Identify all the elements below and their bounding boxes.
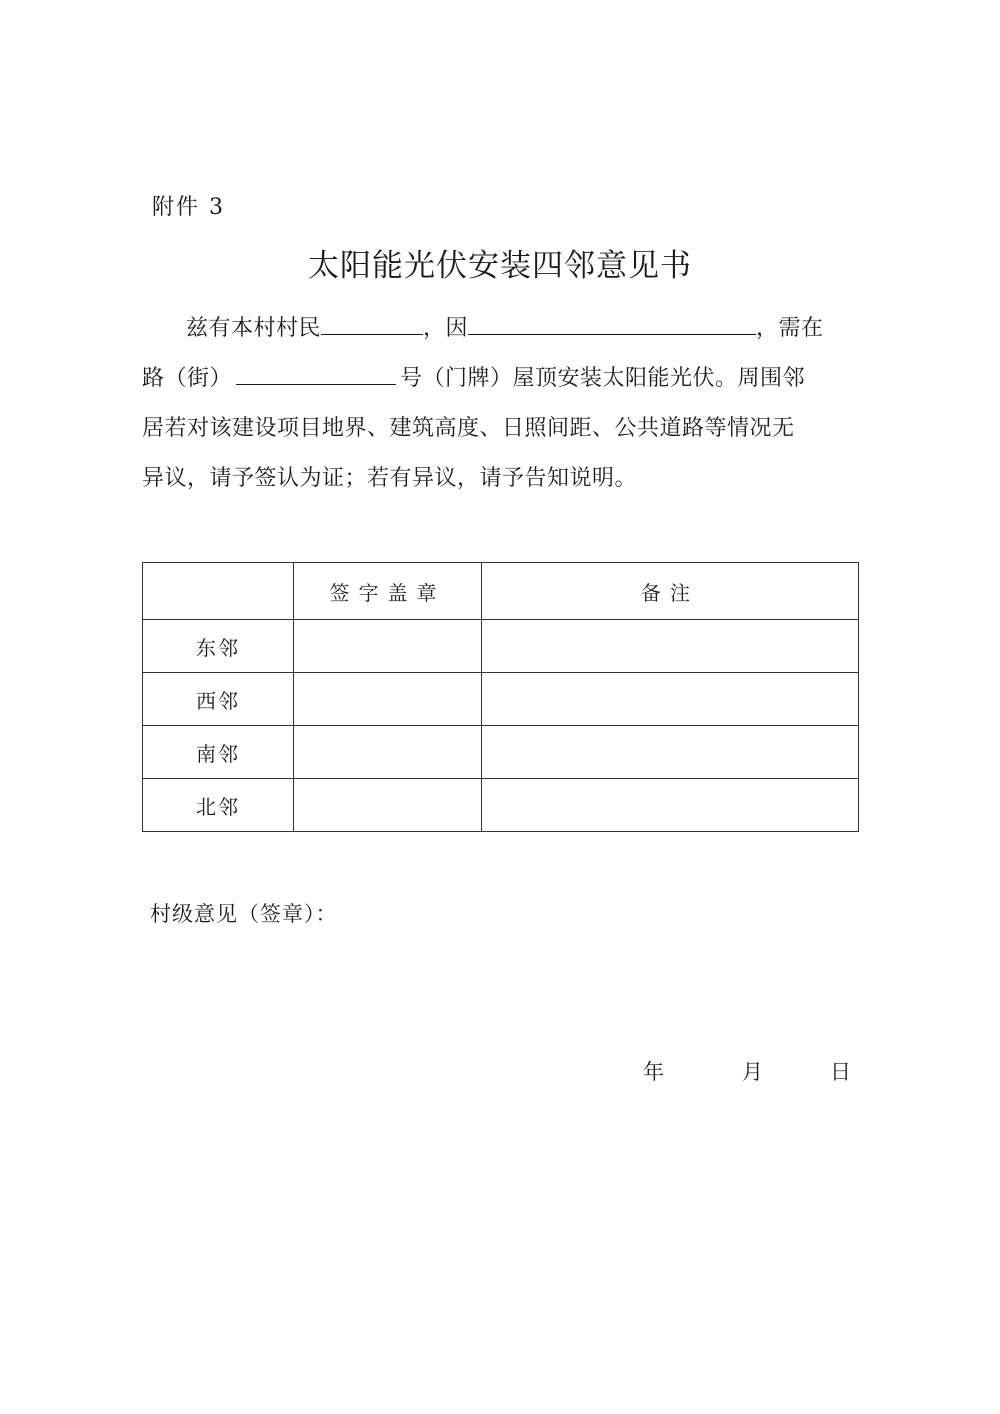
- paragraph-line-2: [142, 354, 857, 404]
- date-year: 年: [643, 1060, 664, 1084]
- table-row: [143, 673, 859, 726]
- village-opinion-label: 村级意见（签章）：: [150, 902, 338, 926]
- signature-cell-east[interactable]: [294, 620, 482, 673]
- signature-cell-north[interactable]: [294, 779, 482, 832]
- header-empty-cell: [143, 563, 294, 620]
- table-row: [143, 779, 859, 832]
- row-label-east: 东邻: [143, 620, 294, 673]
- road-number-blank[interactable]: [236, 354, 396, 385]
- text-resident-prefix: 兹有本村村民: [186, 316, 322, 341]
- signature-cell-south[interactable]: [294, 726, 482, 779]
- remarks-cell-south[interactable]: [482, 726, 859, 779]
- row-label-south: 南邻: [143, 726, 294, 779]
- intro-paragraph: [142, 304, 857, 504]
- resident-name-blank[interactable]: [321, 304, 423, 335]
- header-remarks: 备注: [482, 563, 859, 620]
- document-title: 太阳能光伏安装四邻意见书: [308, 248, 692, 284]
- text-road: 路（街）: [142, 366, 233, 391]
- paragraph-line-1: [142, 304, 857, 354]
- text-need-at: ，需在: [756, 316, 824, 341]
- date-month: 月: [742, 1060, 763, 1084]
- paragraph-line-3: 居若对该建设项目地界、建筑高度、日照间距、公共道路等情况无: [142, 416, 795, 441]
- table-row: [143, 620, 859, 673]
- remarks-cell-north[interactable]: [482, 779, 859, 832]
- text-house-number: 号（门牌）屋顶安装太阳能光伏。周围邻: [400, 366, 806, 391]
- paragraph-line-4: 异议，请予签认为证；若有异议，请予告知说明。: [142, 466, 638, 491]
- table-row: [143, 726, 859, 779]
- row-label-north: 北邻: [143, 779, 294, 832]
- remarks-cell-east[interactable]: [482, 620, 859, 673]
- neighbor-signature-table: [142, 562, 859, 832]
- row-label-west: 西邻: [143, 673, 294, 726]
- text-because: ，因: [423, 316, 469, 341]
- reason-blank[interactable]: [468, 304, 756, 335]
- table-header-row: [143, 563, 859, 620]
- date-day: 日: [830, 1060, 851, 1084]
- header-signature: 签字盖章: [294, 563, 482, 620]
- remarks-cell-west[interactable]: [482, 673, 859, 726]
- signature-cell-west[interactable]: [294, 673, 482, 726]
- attachment-label: 附件 3: [152, 195, 225, 220]
